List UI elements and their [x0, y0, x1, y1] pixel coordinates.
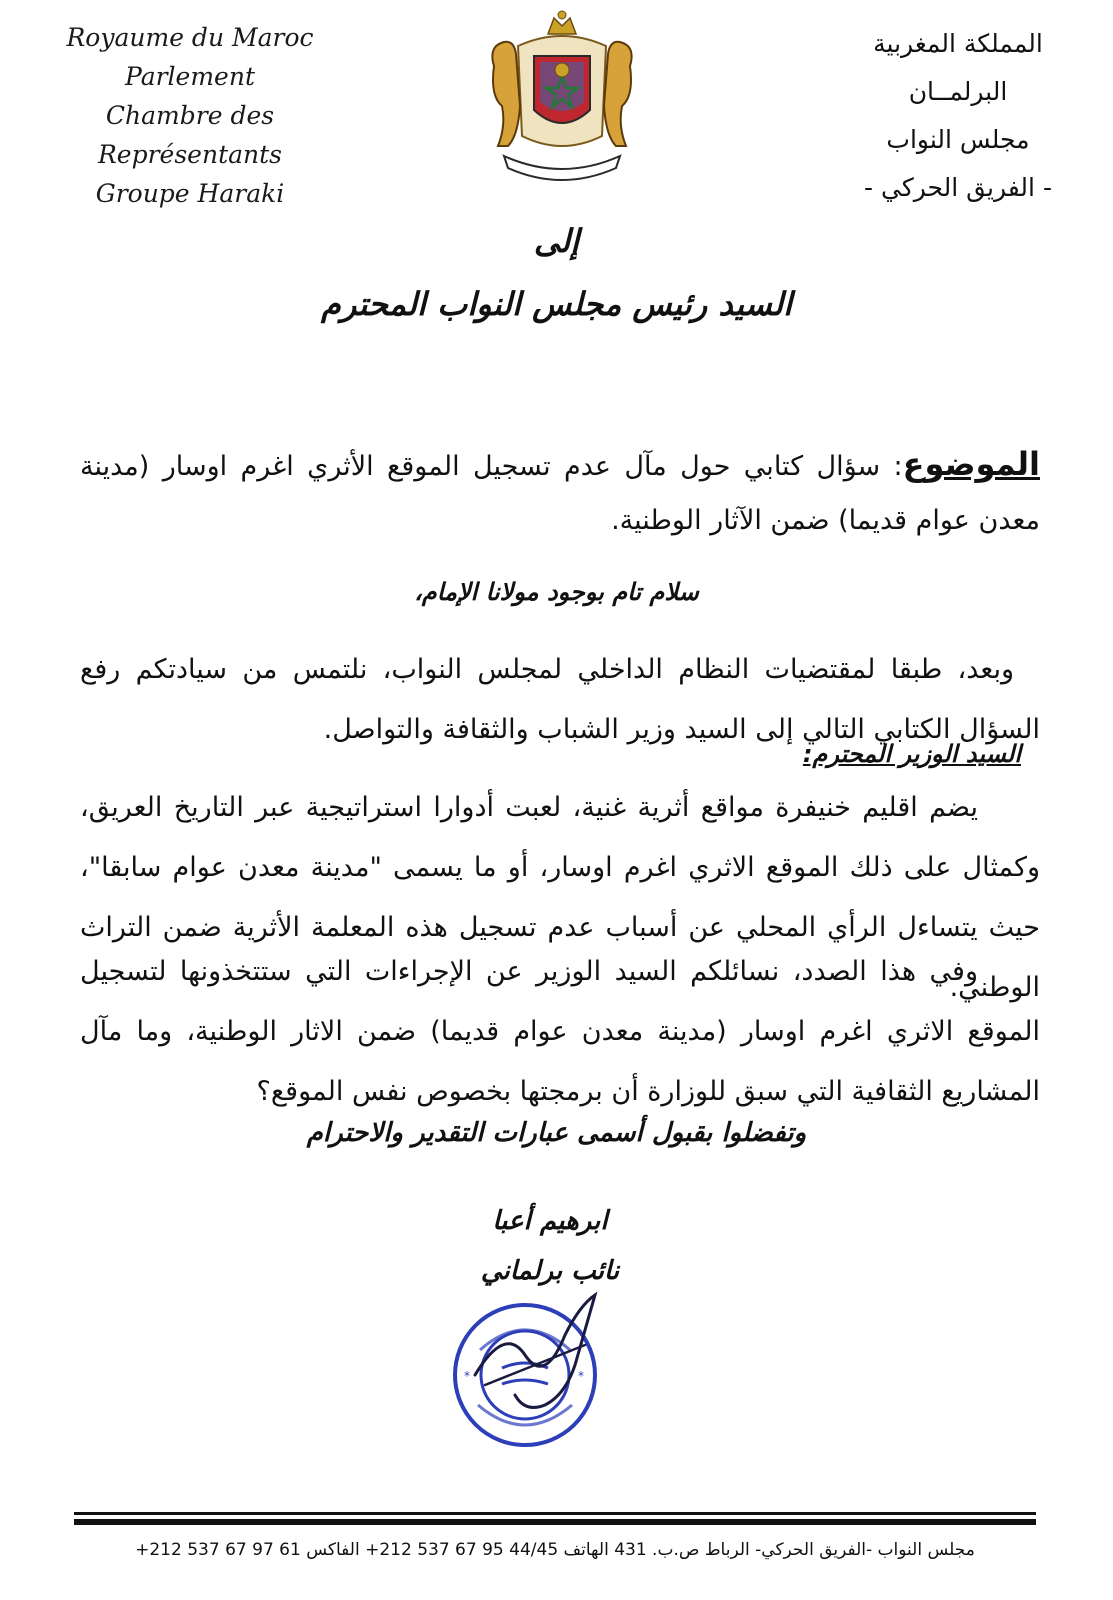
header-ar-line-1: المملكة المغربية: [873, 29, 1043, 58]
subject-text: سؤال كتابي حول مآل عدم تسجيل الموقع الأثري اغرم اوسار (مدينة معدن عوام قديما) ضمن الآثار الوطنية.: [80, 451, 1040, 536]
header-arabic: [843, 20, 1073, 212]
svg-text:*: *: [464, 1369, 470, 1383]
header-ar-line-2: البرلمــان: [908, 77, 1008, 106]
greeting: سلام تام بوجود مولانا الإمام،: [414, 578, 699, 606]
header-fr-line-4: Groupe Haraki: [95, 179, 285, 208]
paragraph-context: يضم اقليم خنيفرة مواقع أثرية غنية، لعبت أدوارا استراتيجية عبر التاريخ العريق، وكمثال على ذلك الموقع الاثري اغرم اوسار، أو ما يسمى "مدينة معدن عوام سابقا"، حيث يتساءل الرأي المحلي عن أسباب عدم تسجيل هذه المعلمة الأثرية ضمن التراث الوطني.: [80, 792, 1040, 1003]
header-ar-line-3: مجلس النواب: [886, 125, 1030, 154]
footer-contact: مجلس النواب -الفريق الحركي- الرباط ص.ب. 431 الهاتف 44/45 95 67 537 212+ الفاكس 61 97 67 537 212+: [135, 1540, 975, 1560]
addressee-title: السيد رئيس مجلس النواب المحترم: [321, 285, 792, 323]
paragraph-intro: وبعد، طبقا لمقتضيات النظام الداخلي لمجلس النواب، نلتمس من سيادتكم رفع السؤال الكتابي التالي إلى السيد وزير الشباب والثقافة والتواصل.: [80, 654, 1040, 745]
subject-label: الموضوع: [902, 445, 1040, 483]
subject: [80, 437, 1040, 548]
header-ar-line-4: - الفريق الحركي -: [864, 173, 1052, 202]
paragraph-question: وفي هذا الصدد، نسائلكم السيد الوزير عن الإجراءات التي ستتخذونها لتسجيل الموقع الاثري اغرم اوسار (مدينة معدن عوام قديما) ضمن الاثار الوطنية، وما مآل المشاريع الثقافية التي سبق للوزارة أن برمجتها بخصوص نفس الموقع؟: [80, 956, 1040, 1107]
signatory-name: ابرهيم أعبا: [492, 1206, 608, 1236]
header-fr-line-3: Chambre des Représentants: [97, 101, 283, 169]
addressee-to: إلى: [533, 222, 580, 260]
header-french: [20, 18, 360, 213]
moroccan-coat-of-arms-icon: [478, 6, 646, 186]
header-fr-line-2: Parlement: [125, 62, 255, 91]
footer-rule-thick: [74, 1519, 1036, 1525]
footer-rule-thin: [74, 1512, 1036, 1515]
minister-salutation: السيد الوزير المحترم:: [802, 740, 1021, 768]
subject-colon: :: [880, 451, 903, 482]
svg-text:*: *: [578, 1369, 584, 1383]
header-fr-line-1: Royaume du Maroc: [66, 23, 314, 52]
handwritten-signature-icon: [455, 1285, 615, 1435]
signatory-role: نائب برلماني: [480, 1256, 620, 1286]
closing-formula: وتفضلوا بقبول أسمى عبارات التقدير والاحترام: [306, 1118, 807, 1148]
